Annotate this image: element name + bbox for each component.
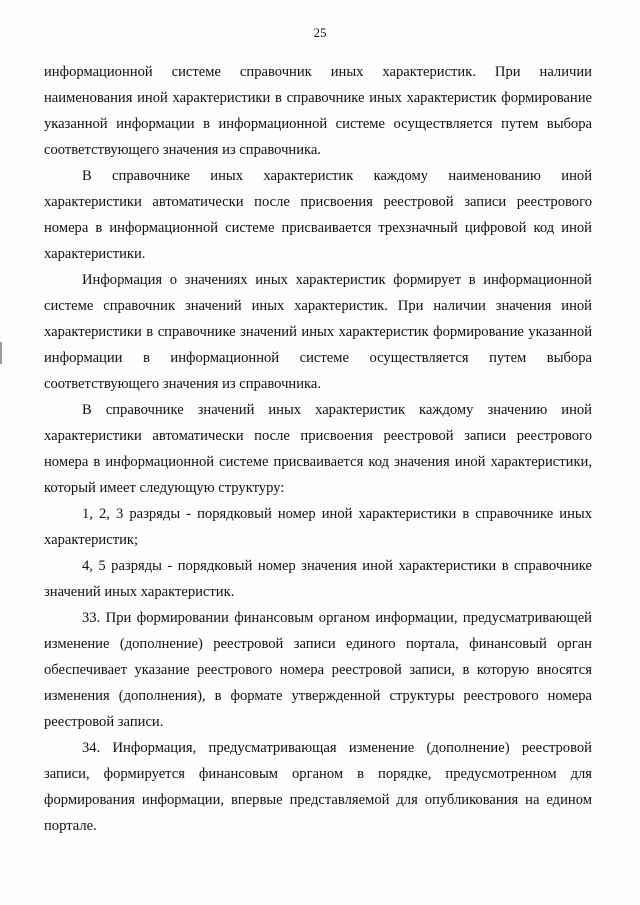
scan-edge-mark [0, 342, 2, 364]
document-body [44, 59, 592, 839]
paragraph-digits-4-5: 4, 5 разряды - порядковый номер значения иной характеристики в справочнике значений иных характеристик. [44, 558, 592, 600]
paragraph-digits-1-3: 1, 2, 3 разряды - порядковый номер иной характеристики в справочнике иных характеристик; [44, 506, 592, 548]
page-number: 25 [313, 25, 327, 40]
paragraph-item-33: 33. При формировании финансовым органом информации, предусматривающей изменение (дополнение) реестровой записи единого портала, финансовый орган обеспечивает указание реестрового номера реестровой записи, в которую вносятся изменения (дополнения), в формате утвержденной структуры реестрового номера реестровой записи. [44, 610, 592, 730]
paragraph-characteristics-directory: В справочнике иных характеристик каждому наименованию иной характеристики автоматически после присвоения реестровой записи реестрового номера в информационной системе присваивается трехзначный цифровой код иной характеристики. [44, 168, 592, 262]
paragraph-value-code: В справочнике значений иных характеристик каждому значению иной характеристики автоматически после присвоения реестровой записи реестрового номера в информационной системе присваивается код значения иной характеристики, который имеет следующую структуру: [44, 402, 592, 496]
paragraph-item-34: 34. Информация, предусматривающая изменение (дополнение) реестровой записи, формируется финансовым органом в порядке, предусмотренном для формирования информации, впервые представляемой для опубликования на едином портале. [44, 740, 592, 834]
paragraph-continuation: информационной системе справочник иных характеристик. При наличии наименования иной характеристики в справочнике иных характеристик формирование указанной информации в информационной системе осуществляется путем выбора соответствующего значения из справочника. [44, 64, 592, 158]
paragraph-values-directory: Информация о значениях иных характеристик формирует в информационной системе справочник значений иных характеристик. При наличии значения иной характеристики в справочнике значений иных характеристик формирование указанной информации в информационной системе осуществляется путем выбора соответствующего значения из справочника. [44, 272, 592, 392]
